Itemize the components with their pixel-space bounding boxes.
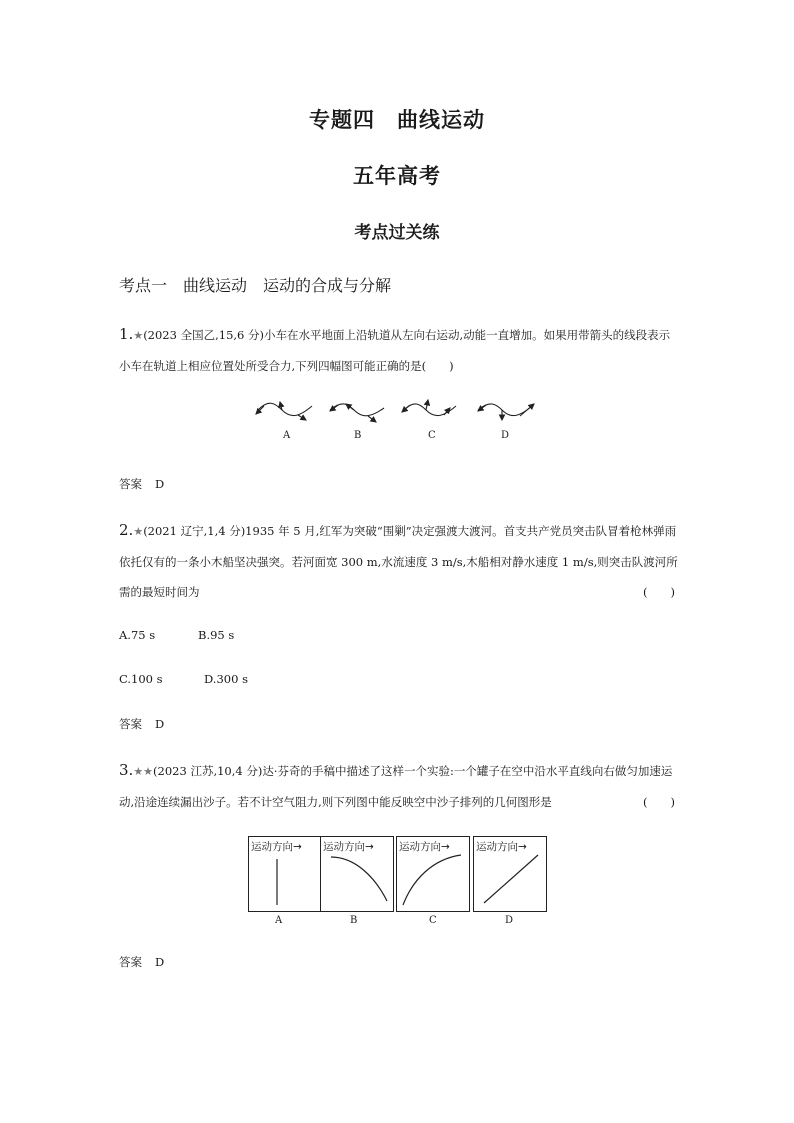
q1-figure-a (256, 402, 312, 420)
question-1-line-1 (119, 319, 679, 351)
question-2-line-2: 依托仅有的一条小木船坚决强突。若河面宽 300 m,水流速度 3 m/s,木船相对静水速度 1 m/s,则突击队渡河所 (119, 555, 678, 569)
q3-figure-a: 运动方向→ (248, 836, 322, 912)
q1-answer-value: D (155, 477, 165, 491)
q1-label-b: B (354, 430, 362, 441)
question-number: 2. (119, 521, 134, 539)
question-2 (119, 515, 679, 607)
q3-curve-d (474, 837, 546, 911)
q1-figures (250, 396, 550, 426)
q3-answer-value: D (155, 955, 165, 969)
page-subtitle: 五年高考 (353, 164, 441, 188)
q3-curve-b (321, 837, 393, 911)
q2-answer: 答案 D (119, 717, 165, 731)
q1-figure-b (330, 404, 384, 422)
star-icon: ★ (133, 329, 144, 342)
q1-label-a: A (283, 430, 291, 441)
q3-figure-c: 运动方向→ (396, 836, 470, 912)
q1-answer: 答案 D (119, 477, 165, 491)
question-3-text: (2023 江苏,10,4 分)达·芬奇的手稿中描述了这样一个实验:一个罐子在空中沿水平直线向右做匀加速运 (153, 764, 673, 778)
question-1-line-2: 小车在轨道上相应位置处所受合力,下列四幅图可能正确的是( ) (119, 359, 454, 373)
page-title: 专题四 曲线运动 (309, 108, 485, 132)
star-icon: ★★ (133, 765, 154, 778)
answer-paren: ( ) (643, 795, 675, 809)
q3-curve-a (249, 837, 321, 911)
question-number: 3. (119, 761, 134, 779)
q1-label-d: D (501, 430, 510, 441)
question-1-text: (2023 全国乙,15,6 分)小车在水平地面上沿轨道从左向右运动,动能一直增加。如果用带箭头的线段表示 (143, 328, 671, 342)
q3-answer: 答案 D (119, 955, 165, 969)
q3-curve-c (397, 837, 469, 911)
q2-option-c: C.100 s (119, 672, 163, 686)
question-3-line-1 (119, 755, 679, 787)
q3-label-b: B (350, 915, 358, 926)
q2-answer-value: D (155, 717, 165, 731)
question-1 (119, 319, 679, 381)
q1-figure-c (402, 400, 456, 416)
q3-label-d: D (505, 915, 514, 926)
section-heading: 考点过关练 (354, 223, 440, 243)
question-2-line-1 (119, 515, 679, 547)
q2-option-d: D.300 s (204, 672, 248, 686)
q3-figure-b: 运动方向→ (320, 836, 394, 912)
q2-option-b: B.95 s (198, 628, 235, 642)
question-3-line-2: 动,沿途连续漏出沙子。若不计空气阻力,则下列图中能反映空中沙子排列的几何图形是 ( ) (119, 787, 679, 817)
answer-paren: ( ) (643, 585, 675, 599)
question-number: 1. (119, 325, 134, 343)
q3-label-a: A (275, 915, 283, 926)
question-2-line-3: 需的最短时间为 ( ) (119, 577, 679, 607)
q1-figure-d (478, 404, 534, 420)
q3-figure-d: 运动方向→ (473, 836, 547, 912)
q2-option-a: A.75 s (119, 628, 156, 642)
topic-title: 考点一 曲线运动 运动的合成与分解 (119, 276, 392, 295)
q1-label-c: C (428, 430, 436, 441)
question-2-text: (2021 辽宁,1,4 分)1935 年 5 月,红军为突破“围剿”决定强渡大渡河。首支共产党员突击队冒着枪林弹雨 (143, 524, 677, 538)
q3-label-c: C (429, 915, 437, 926)
question-3 (119, 755, 679, 817)
star-icon: ★ (133, 525, 144, 538)
